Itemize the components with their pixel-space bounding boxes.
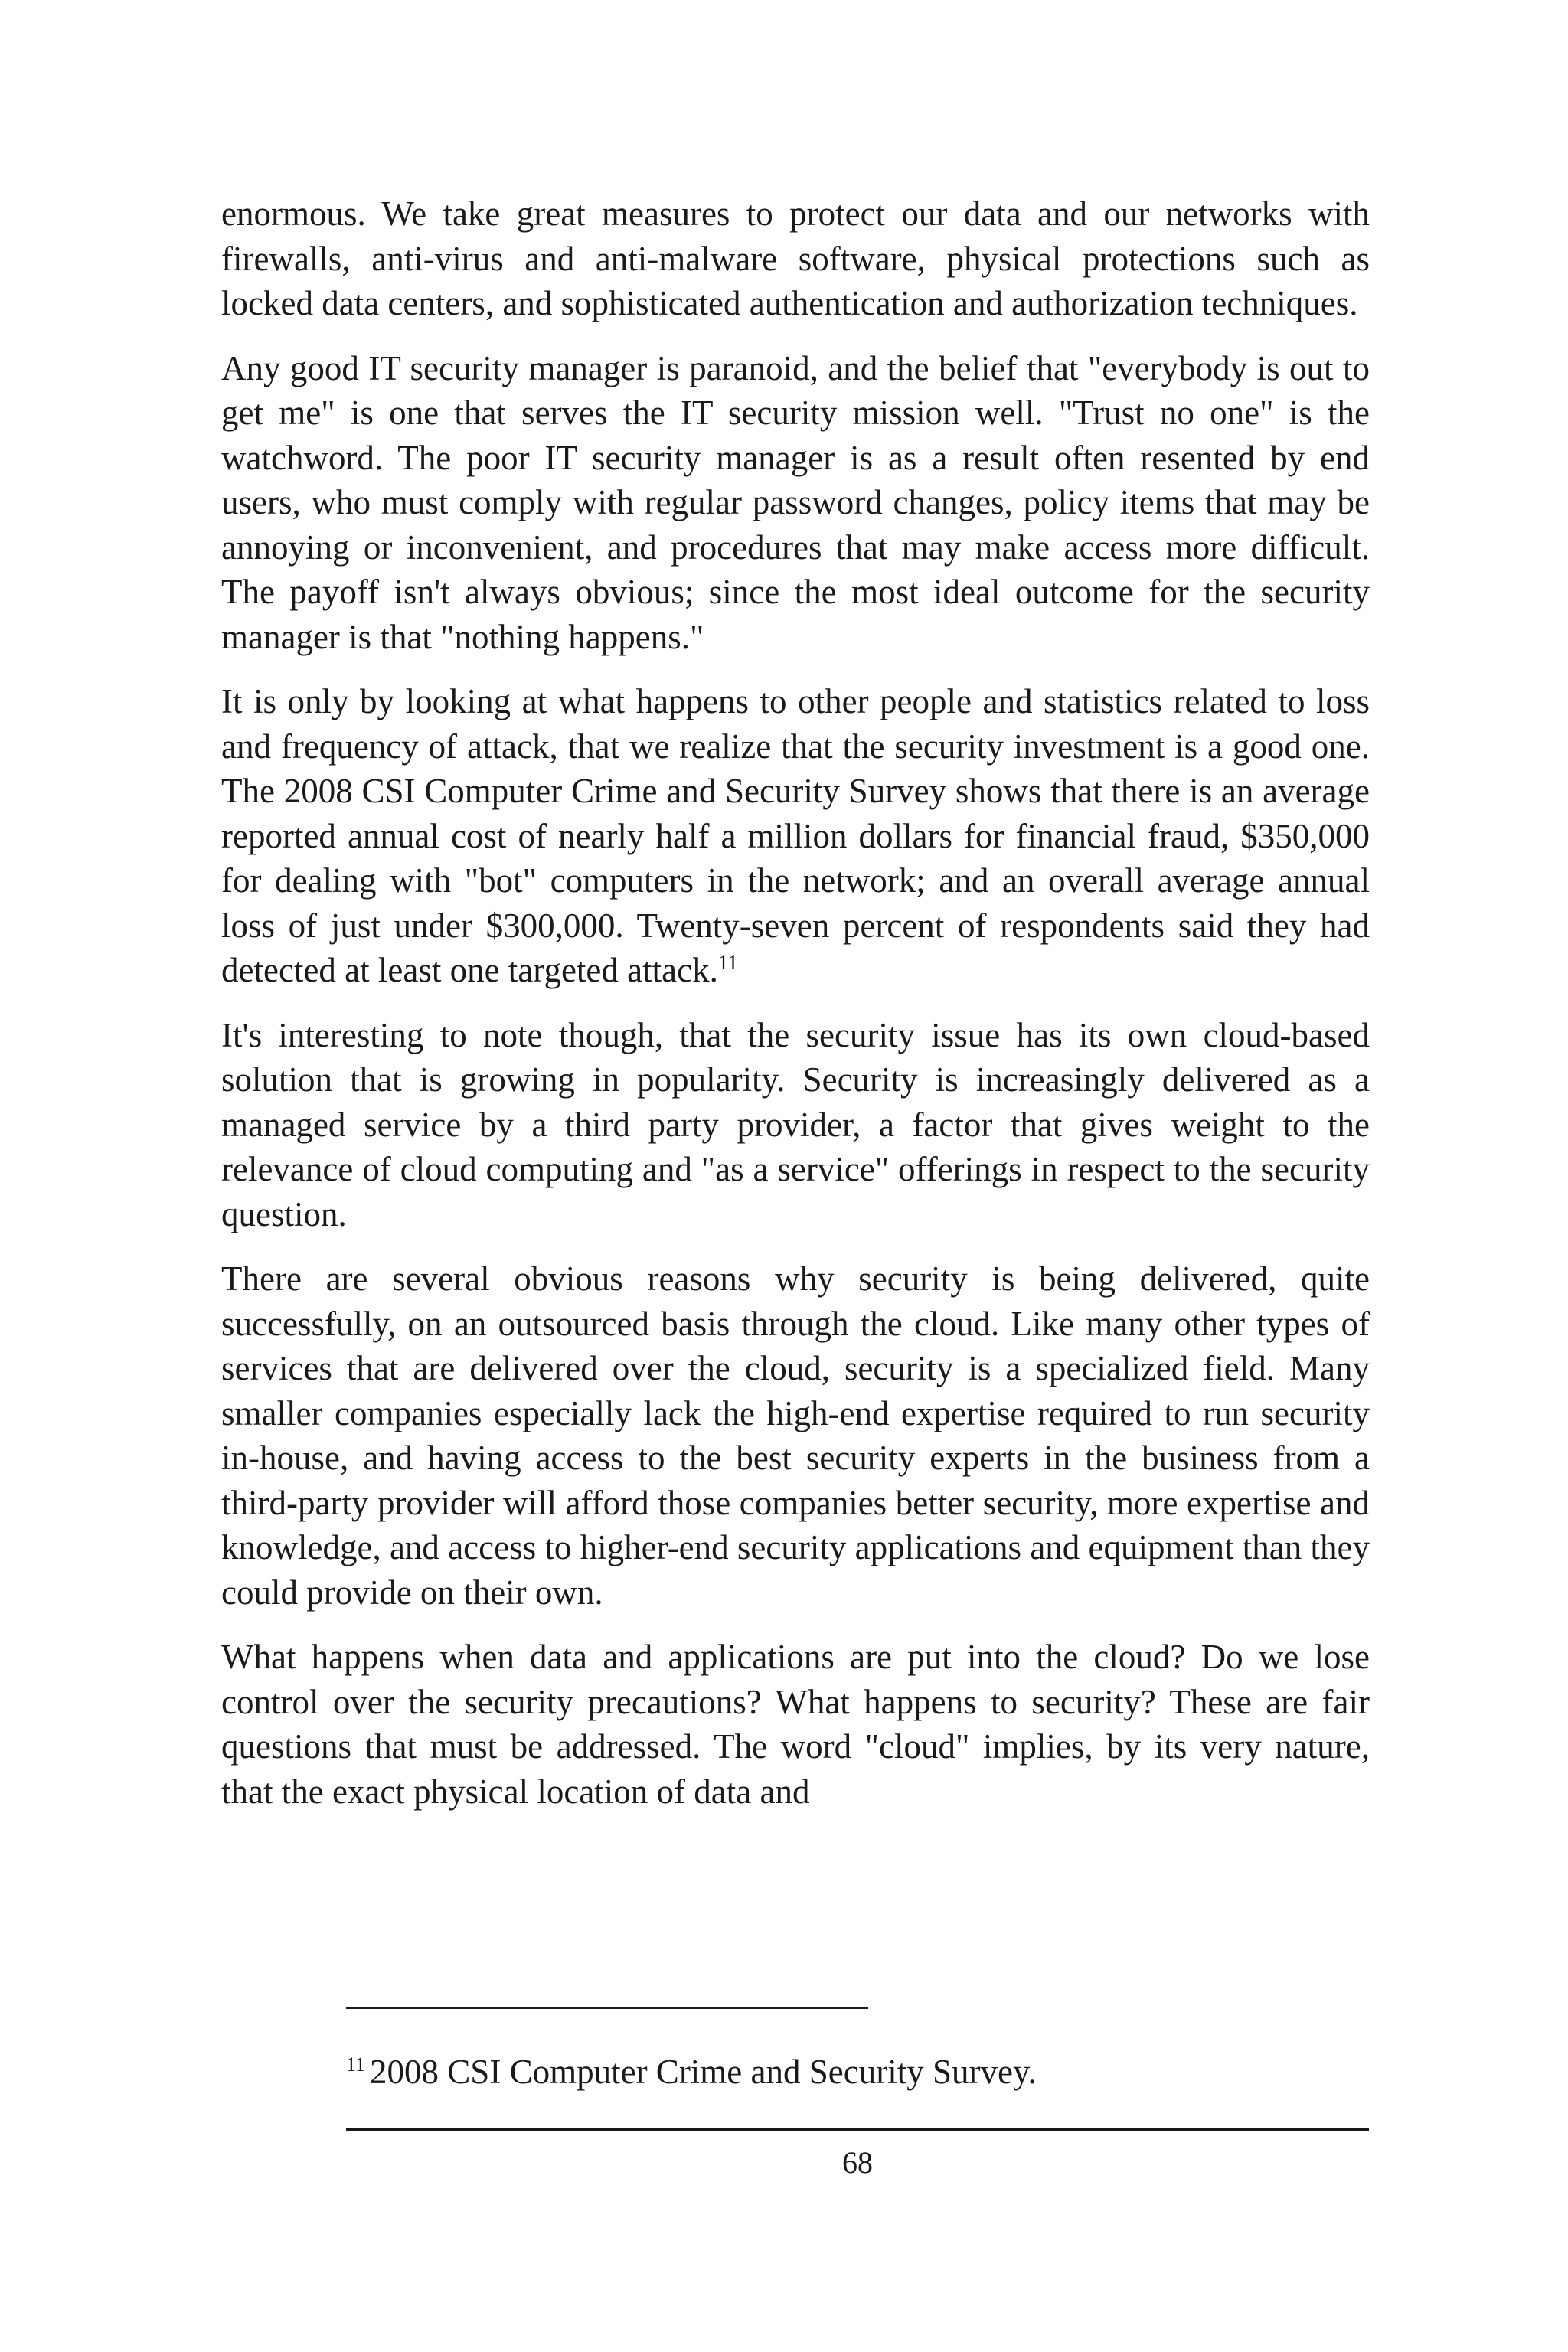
body-text: [221, 191, 1370, 1834]
footer-divider: [346, 2128, 1369, 2131]
footnote-separator: [346, 2007, 868, 2009]
paragraph: [221, 1256, 1370, 1615]
paragraph-text: It is only by looking at what happens to other people and statistics related to loss and frequency of attack, that we realize that the security investment is a good one. The 2008 CSI Computer Crime and Security Survey shows that there is an average reported annual cost of nearly half a million dollars for financial fraud, $350,000 for dealing with "bot" computers in the network; and an overall average annual loss of just under $300,000. Twenty-seven percent of respondents said they had detected at least one targeted attack.: [221, 682, 1370, 989]
paragraph: [221, 191, 1370, 326]
page-number: 68: [842, 2145, 873, 2180]
paragraph-text: enormous. We take great measures to protect our data and our networks with firewalls, anti-virus and anti-malware software, physical protections such as locked data centers, and sophisticated authentication and authorization techniques.: [221, 194, 1370, 322]
footnote-reference[interactable]: 11: [717, 951, 738, 974]
footnote-text: 2008 CSI Computer Crime and Security Survey.: [370, 2053, 1037, 2091]
footnote: [346, 2050, 1369, 2093]
footnote-number: 11: [346, 2053, 366, 2076]
paragraph: [221, 1013, 1370, 1237]
paragraph: [221, 1635, 1370, 1814]
paragraph: [221, 679, 1370, 993]
paragraph-text: There are several obvious reasons why security is being delivered, quite successfully, on an outsourced basis through the cloud. Like many other types of services that are delivered over the cloud, security is a specialized field. Many smaller companies especially lack the high-end expertise required to run security in-house, and having access to the best security experts in the business from a third-party provider will afford those companies better security, more expertise and knowledge, and access to higher-end security applications and equipment than they could provide on their own.: [221, 1259, 1370, 1612]
paragraph-text: Any good IT security manager is paranoid, and the belief that "everybody is out to get me" is one that serves the IT security mission well. "Trust no one" is the watchword. The poor IT security manager is as a result often resented by end users, who must comply with regular password changes, policy items that may be annoying or inconvenient, and procedures that may make access more difficult. The payoff isn't always obvious; since the most ideal outcome for the security manager is that "nothing happens.": [221, 348, 1370, 656]
paragraph: [221, 346, 1370, 660]
paragraph-text: What happens when data and applications are put into the cloud? Do we lose control over the security precautions? What happens to security? These are fair questions that must be addressed. The word "cloud" implies, by its very nature, that the exact physical location of data and: [221, 1638, 1370, 1811]
paragraph-text: It's interesting to note though, that the security issue has its own cloud-based solution that is growing in popularity. Security is increasingly delivered as a managed service by a third party provider, a factor that gives weight to the relevance of cloud computing and "as a service" offerings in respect to the security question.: [221, 1015, 1370, 1233]
